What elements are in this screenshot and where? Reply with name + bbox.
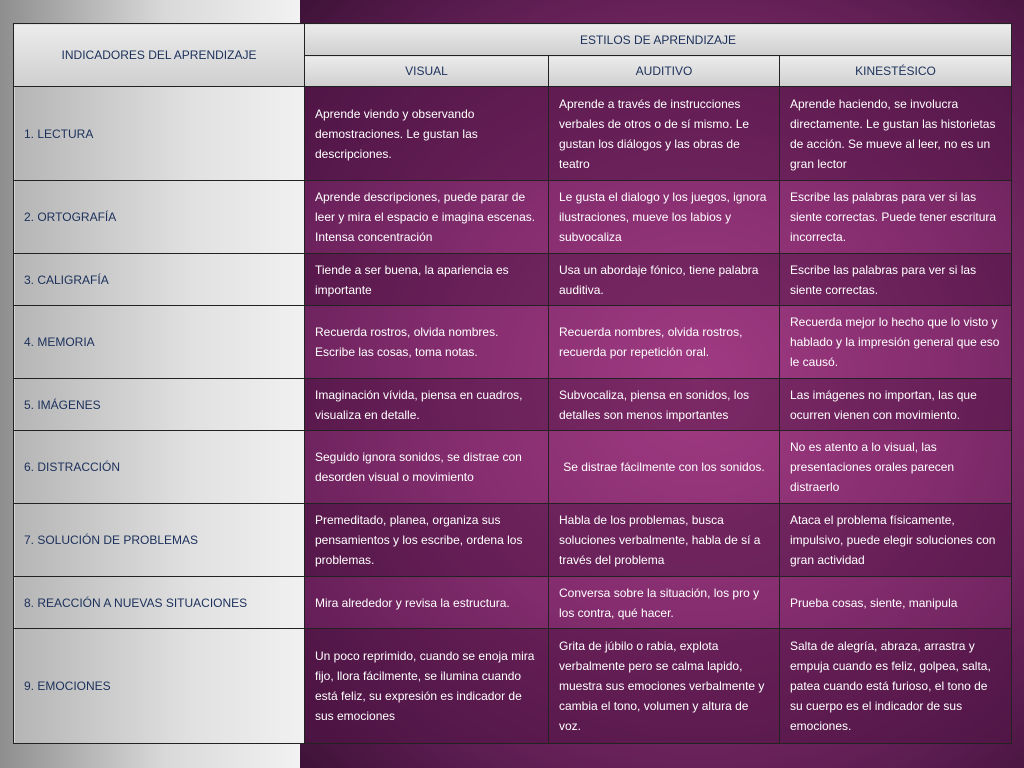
table-row — [14, 306, 1012, 379]
cell-visual: Imaginación vívida, piensa en cuadros, visualiza en detalle. — [305, 379, 549, 431]
cell-auditivo: Aprende a través de instrucciones verbales de otros o de sí mismo. Le gustan los diálogos y las obras de teatro — [549, 87, 780, 181]
cell-auditivo: Recuerda nombres, olvida rostros, recuerda por repetición oral. — [549, 306, 780, 379]
cell-visual: Recuerda rostros, olvida nombres. Escribe las cosas, toma notas. — [305, 306, 549, 379]
cell-auditivo: Usa un abordaje fónico, tiene palabra auditiva. — [549, 254, 780, 306]
cell-auditivo: Habla de los problemas, busca soluciones verbalmente, habla de sí a través del problema — [549, 504, 780, 577]
table-row — [14, 504, 1012, 577]
cell-kinestesico: Ataca el problema físicamente, impulsivo, puede elegir soluciones con gran actividad — [780, 504, 1012, 577]
cell-auditivo: Grita de júbilo o rabia, explota verbalmente pero se calma lapido, muestra sus emociones verbalmente y cambia el tono, volumen y altura de voz. — [549, 629, 780, 744]
cell-kinestesico: Las imágenes no importan, las que ocurren vienen con movimiento. — [780, 379, 1012, 431]
row-label: 6. DISTRACCIÓN — [14, 431, 305, 504]
cell-visual: Mira alrededor y revisa la estructura. — [305, 577, 549, 629]
header-auditivo: AUDITIVO — [549, 56, 780, 87]
cell-visual: Un poco reprimido, cuando se enoja mira fijo, llora fácilmente, se ilumina cuando está feliz, su expresión es indicador de sus emociones — [305, 629, 549, 744]
table-row — [14, 431, 1012, 504]
table-row — [14, 577, 1012, 629]
cell-auditivo: Se distrae fácilmente con los sonidos. — [549, 431, 780, 504]
cell-kinestesico: No es atento a lo visual, las presentaciones orales parecen distraerlo — [780, 431, 1012, 504]
row-label: 3. CALIGRAFÍA — [14, 254, 305, 306]
header-visual: VISUAL — [305, 56, 549, 87]
table-row — [14, 254, 1012, 306]
row-label: 1. LECTURA — [14, 87, 305, 181]
row-label: 7. SOLUCIÓN DE PROBLEMAS — [14, 504, 305, 577]
cell-kinestesico: Aprende haciendo, se involucra directamente. Le gustan las historietas de acción. Se mueve al leer, no es un gran lector — [780, 87, 1012, 181]
table-row — [14, 379, 1012, 431]
cell-visual: Aprende viendo y observando demostraciones. Le gustan las descripciones. — [305, 87, 549, 181]
learning-styles-table — [13, 23, 1012, 744]
header-learning-styles: ESTILOS DE APRENDIZAJE — [305, 24, 1012, 56]
cell-auditivo: Le gusta el dialogo y los juegos, ignora ilustraciones, mueve los labios y subvocaliza — [549, 181, 780, 254]
cell-kinestesico: Prueba cosas, siente, manipula — [780, 577, 1012, 629]
header-kinestesico: KINESTÉSICO — [780, 56, 1012, 87]
row-label: 8. REACCIÓN A NUEVAS SITUACIONES — [14, 577, 305, 629]
row-label: 9. EMOCIONES — [14, 629, 305, 744]
cell-kinestesico: Recuerda mejor lo hecho que lo visto y hablado y la impresión general que eso le causó. — [780, 306, 1012, 379]
row-label: 4. MEMORIA — [14, 306, 305, 379]
cell-kinestesico: Escribe las palabras para ver si las siente correctas. — [780, 254, 1012, 306]
row-label: 2. ORTOGRAFÍA — [14, 181, 305, 254]
row-label: 5. IMÁGENES — [14, 379, 305, 431]
cell-visual: Seguido ignora sonidos, se distrae con desorden visual o movimiento — [305, 431, 549, 504]
cell-auditivo: Conversa sobre la situación, los pro y los contra, qué hacer. — [549, 577, 780, 629]
table-row — [14, 629, 1012, 744]
cell-visual: Tiende a ser buena, la apariencia es importante — [305, 254, 549, 306]
table-row — [14, 181, 1012, 254]
cell-kinestesico: Salta de alegría, abraza, arrastra y empuja cuando es feliz, golpea, salta, patea cuando está furioso, el tono de su cuerpo es el indicador de sus emociones. — [780, 629, 1012, 744]
table-row — [14, 87, 1012, 181]
cell-auditivo: Subvocaliza, piensa en sonidos, los detalles son menos importantes — [549, 379, 780, 431]
cell-visual: Premeditado, planea, organiza sus pensamientos y los escribe, ordena los problemas. — [305, 504, 549, 577]
cell-kinestesico: Escribe las palabras para ver si las siente correctas. Puede tener escritura incorrecta. — [780, 181, 1012, 254]
cell-visual: Aprende descripciones, puede parar de leer y mira el espacio e imagina escenas. Intensa concentración — [305, 181, 549, 254]
header-indicators: INDICADORES DEL APRENDIZAJE — [14, 24, 305, 87]
